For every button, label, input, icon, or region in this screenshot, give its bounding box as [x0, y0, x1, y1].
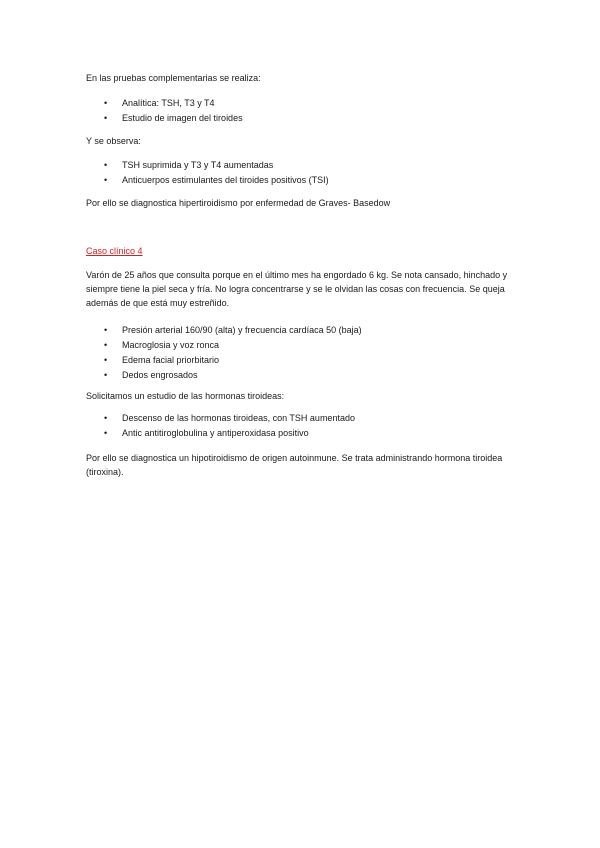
bullet-icon: • [104, 340, 108, 350]
list-item: • Anticuerpos estimulantes del tiroides positivos (TSI) [104, 175, 329, 185]
bullet-icon: • [104, 370, 108, 380]
findings-list [86, 324, 362, 384]
list-item: • Descenso de las hormonas tiroideas, con TSH aumentado [104, 413, 355, 423]
study-intro: Solicitamos un estudio de las hormonas tiroideas: [86, 391, 285, 401]
case-title: Caso clínico 4 [86, 246, 143, 256]
list-item: • Macroglosia y voz ronca [104, 340, 220, 350]
list-item: • Analítica: TSH, T3 y T4 [104, 98, 215, 108]
bullet-icon: • [104, 355, 108, 365]
bullet-icon: • [104, 325, 108, 335]
results-list [86, 412, 355, 442]
list-item: • TSH suprimida y T3 y T4 aumentadas [104, 160, 274, 170]
graves-conclusion: Por ello se diagnostica hipertiroidismo por enfermedad de Graves- Basedow [86, 198, 391, 208]
tests-list [86, 97, 243, 127]
bullet-icon: • [104, 428, 108, 438]
list-item: • Antic antitiroglobulina y antiperoxidasa positivo [104, 428, 309, 438]
bullet-icon: • [104, 175, 108, 185]
hypothyroidism-conclusion: Por ello se diagnostica un hipotiroidismo de origen autoinmune. Se trata administrando hormona tiroidea (tiroxina). [86, 453, 503, 477]
list-item: • Estudio de imagen del tiroides [104, 113, 243, 123]
observe-intro: Y se observa: [86, 136, 141, 146]
tests-intro: En las pruebas complementarias se realiza: [86, 73, 261, 83]
observations-list [86, 159, 329, 189]
list-item: • Edema facial priorbitario [104, 355, 220, 365]
list-item: • Presión arterial 160/90 (alta) y frecuencia cardíaca 50 (baja) [104, 325, 362, 335]
bullet-icon: • [104, 160, 108, 170]
list-item: • Dedos engrosados [104, 370, 198, 380]
bullet-icon: • [104, 113, 108, 123]
bullet-icon: • [104, 98, 108, 108]
case-description: Varón de 25 años que consulta porque en el último mes ha engordado 6 kg. Se nota cansado, hinchado y siempre tiene la piel seca y fría. No logra concentrarse y se le olvidan las cosas con frecuencia. Se queja además de que está muy estreñido. [86, 270, 508, 308]
bullet-icon: • [104, 413, 108, 423]
